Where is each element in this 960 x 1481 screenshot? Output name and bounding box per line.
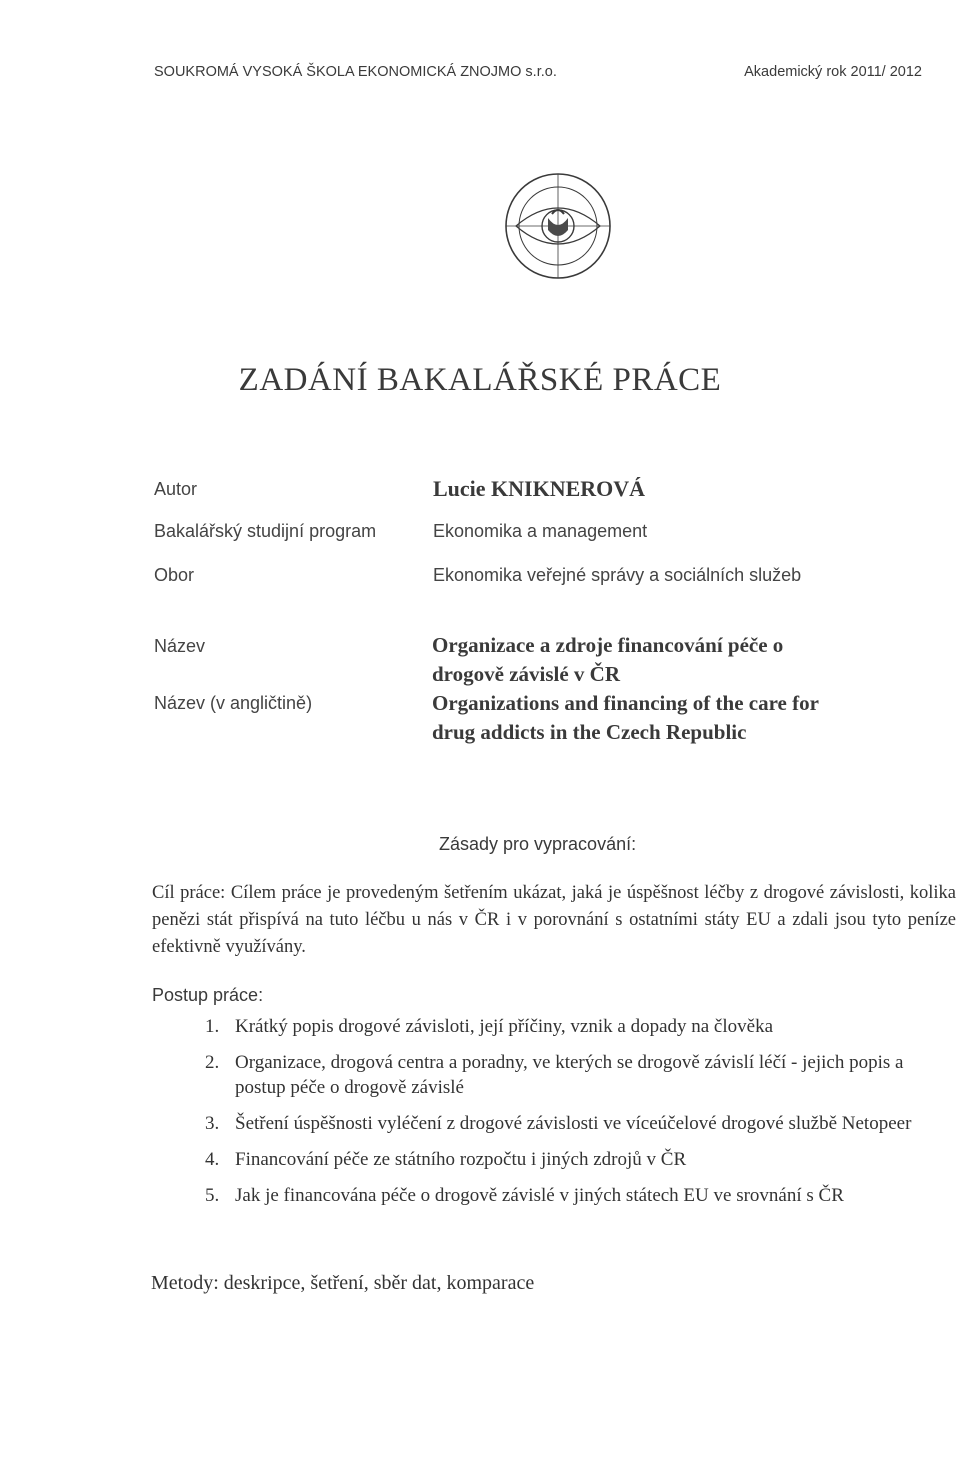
procedure-heading: Postup práce: bbox=[152, 985, 264, 1005]
step-text: Šetření úspěšnosti vyléčení z drogové závislosti ve víceúčelové drogové službě Netopeer bbox=[235, 1113, 912, 1134]
step-text: Financování péče ze státního rozpočtu i jiných zdrojů v ČR bbox=[235, 1149, 687, 1170]
author-value: Lucie KNIKNEROVÁ bbox=[433, 476, 646, 501]
step-number: 4. bbox=[205, 1149, 220, 1170]
thesis-title-cz-line2: drogově závislé v ČR bbox=[432, 662, 621, 686]
author-label: Autor bbox=[154, 479, 198, 499]
thesis-goal-paragraph: Cíl práce: Cílem práce je provedeným šetřením ukázat, jaká je úspěšnost léčby z drogové závislosti, kolika penězi stát přispívá na tuto léčbu u nás v ČR i v porovnání s ostatními státy EU a zdali jsou tyto peníze efektivně využívány. bbox=[152, 883, 956, 957]
thesis-title-en-line1: Organizations and financing of the care for bbox=[432, 691, 819, 715]
procedure-steps-list bbox=[205, 1014, 955, 1219]
step-number: 2. bbox=[205, 1052, 220, 1073]
step-text: Organizace, drogová centra a poradny, ve kterých se drogově závislí léčí - jejich popis a postup péče o drogově závislé bbox=[235, 1052, 904, 1098]
name-en-label: Název (v angličtině) bbox=[154, 693, 313, 713]
thesis-title-cz-line1: Organizace a zdroje financování péče o bbox=[432, 633, 784, 657]
school-seal-icon bbox=[502, 170, 614, 282]
document-title: ZADÁNÍ BAKALÁŘSKÉ PRÁCE bbox=[238, 362, 722, 398]
step-text: Krátký popis drogové závisloti, její příčiny, vznik a dopady na člověka bbox=[235, 1016, 774, 1037]
name-label: Název bbox=[154, 636, 206, 656]
field-label: Obor bbox=[154, 565, 195, 585]
procedure-step bbox=[205, 1183, 955, 1208]
step-text: Jak je financována péče o drogově závislé v jiných státech EU ve srovnání s ČR bbox=[235, 1185, 844, 1206]
step-number: 3. bbox=[205, 1113, 220, 1134]
procedure-step bbox=[205, 1111, 955, 1136]
guidelines-heading: Zásady pro vypracování: bbox=[439, 834, 637, 854]
program-value: Ekonomika a management bbox=[433, 521, 648, 541]
step-number: 1. bbox=[205, 1016, 220, 1037]
academic-year: Akademický rok 2011/ 2012 bbox=[744, 64, 922, 80]
procedure-step bbox=[205, 1050, 955, 1100]
school-name: SOUKROMÁ VYSOKÁ ŠKOLA EKONOMICKÁ ZNOJMO s.r.o. bbox=[154, 64, 557, 80]
field-value: Ekonomika veřejné správy a sociálních služeb bbox=[433, 565, 802, 585]
thesis-title-en-line2: drug addicts in the Czech Republic bbox=[432, 720, 747, 744]
procedure-step bbox=[205, 1147, 955, 1172]
step-number: 5. bbox=[205, 1185, 220, 1206]
methods-line: Metody: deskripce, šetření, sběr dat, komparace bbox=[151, 1272, 535, 1294]
program-label: Bakalářský studijní program bbox=[154, 521, 377, 541]
procedure-step bbox=[205, 1014, 955, 1039]
